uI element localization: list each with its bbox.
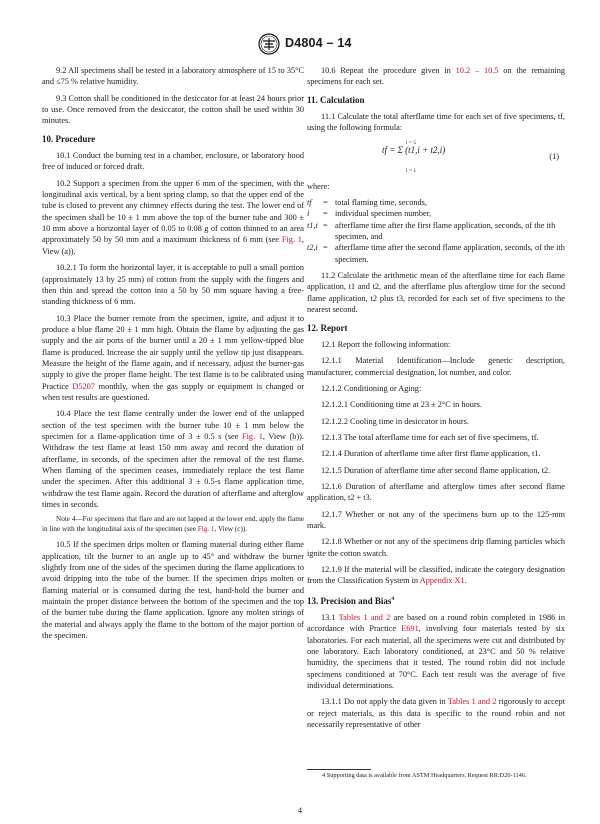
paragraph-10-2: 10.2 Support a specimen from the upper 6 mm of the specimen, with the longitudinal axis vertical, by a bent spring clamp, so that the upper end of the tube is closed to prevent any chimney effects during the test. The lower end of the specimen shall be 10 ± 1 mm above the top of the burner tube and 300 ± 10 mm above a horizontal layer of 0.05 to 0.08 g of cotton thinned to an area approximately 50 by 50 mm and a maximum thickness of 6 mm (see Fig. 1, View (a)). [42,178,304,256]
where-label: where: [307,181,330,191]
formula-1 [307,139,565,177]
paragraph-10-5: 10.5 If the specimen drips molten or flaming material during either flame application, tilt the burner to an angle up to 45° and withdraw the burner slightly from one of the sides of the specimen during the flame applications to avoid dripping into the tube of the burner. If the specimen drips molten or flaming material or is consumed during the test, hand-hold the burner and maintain the proper distance between the bottom of the specimen and the top of the burner tube during the flame application. Ignore any molten strings of the material and always apply the flame to the bottom of the major portion of the specimen. [42,540,304,640]
astm-logo-icon [258,33,280,55]
page-header [0,33,600,55]
paragraph-10-3: 10.3 Place the burner remote from the specimen, ignite, and adjust it to produce a blue flame 20 ± 1 mm high. Obtain the flame by adjusting the gas supply and the air ports of the burner until a 20 ± 1 mm yellow-tipped blue flame is produced. Increase the air supply until the yellow tip just disappears. Measure the height of the flame again, and if necessary, adjust the burner-gas supply to give the proper flame height. The test flame is to be calibrated using Practice D5207 monthly, when the gas supply or equipment is changed or when test results are questioned. [42,313,304,402]
sum-lower-limit: i = 1 [406,167,417,174]
d5207-link[interactable]: D5207 [72,381,95,391]
e691-link[interactable]: E691 [401,624,419,634]
paragraph-10-6: 10.6 Repeat the procedure given in 10.2 – 10.5 on the remaining specimens for each set. [307,66,565,87]
paragraph-10-1: 10.1 Conduct the burning test in a chamber, enclosure, or laboratory hood free of induced or forced draft. [42,151,304,172]
paragraph-12-1-6: 12.1.6 Duration of afterflame and afterglow times after second flame application, t2 + t3. [307,481,565,503]
paragraph-12-1-3: 12.1.3 The total afterflame time for each set of five specimens, tf. [321,432,539,442]
paragraph-12-1-7: 12.1.7 Whether or not any of the specimens burn up to the 125-mm mark. [307,509,565,530]
where-item: i = individual specimen number, [307,209,432,219]
paragraph-11-1: 11.1 Calculate the total afterflame time for each set of five specimens, tf, using the following formula: [307,112,565,133]
right-column [307,65,565,735]
where-list [307,197,565,265]
tables-1-2-link[interactable]: Tables 1 and 2 [338,613,391,623]
fig-1-link[interactable]: Fig. 1 [281,235,302,245]
page-number: 4 [297,806,303,815]
paragraph-12-1-9: 12.1.9 If the material will be classified, indicate the category designation from the Classification System in Appendix X1. [307,565,565,586]
standard-designation: D4804 – 14 [285,36,352,50]
section-heading-calculation: 11. Calculation [307,94,365,105]
paragraph-13-1: 13.1 Tables 1 and 2 are based on a round robin completed in 1986 in accordance with Practice E691, involving four materials tested by six laboratories. For each material, all the specimens were cut and distributed by one laboratory. Each laboratory conditioned, at 23°C and 50 % relative humidity, the specimens that it tested. The round robin did not include specimens conditioned at 70°C. Each test result was the average of five individual determinations. [307,613,566,691]
paragraph-12-1-1: 12.1.1 Material Identification—Include generic description, manufacturer, commercial designation, lot number, and color. [307,356,565,377]
footnote-divider [307,769,371,770]
left-column [42,65,304,646]
section-heading-report: 12. Report [307,322,348,333]
paragraph-12-1-8: 12.1.8 Whether or not any of the specimens drip flaming particles which ignite the cotton swatch. [307,537,565,558]
section-heading-precision-bias: 13. Precision and Bias$^4$ [307,595,395,606]
fig-1-link[interactable]: Fig. 1 [197,524,215,533]
paragraph-10-2-1: 10.2.1 To form the horizontal layer, it is acceptable to pull a small portion (approximately 13 by 25 mm) of cotton from the supply with the fingers and then thin and spread the cotton into a 50 by 50 mm square having a free-standing thickness of 6 mm. [42,263,304,307]
paragraph-12-1-2: 12.1.2 Conditioning or Aging: [321,383,422,393]
appendix-x1-link[interactable]: Appendix X1 [419,576,465,586]
fig-1-link[interactable]: Fig. 1 [242,431,263,441]
where-item: t2,i = afterflame time after the second flame application, seconds, of the ith specimen. [307,243,565,264]
section-heading-procedure: 10. Procedure [42,133,96,144]
tables-1-2-link[interactable]: Tables 1 and 2 [447,697,497,707]
paragraph-12-1: 12.1 Report the following information: [321,339,451,349]
paragraph-12-1-4: 12.1.4 Duration of afterflame time after first flame application, t1. [321,449,541,459]
paragraph-9-2: 9.2 All specimens shall be tested in a laboratory atmosphere of 15 to 35°C and ≤75 % relative humidity. [42,66,304,87]
footnote-ref[interactable]: 4 [391,595,395,602]
section-range-link[interactable]: 10.2 – 10.5 [455,66,499,75]
formula-expression: tf = Σ (t1,i + t2,i) [382,144,446,155]
where-item: t1,i = afterflame time after the first flame application, seconds, of the ith specimen, and [307,220,556,242]
paragraph-12-1-2-1: 12.1.2.1 Conditioning time at 23 ± 2°C in hours. [321,400,482,410]
paragraph-10-4: 10.4 Place the test flame centrally under the lower end of the unlapped section of the test specimen with the burner tube 10 ± 1 mm below the specimen for a flame-application time of 3 ± 0.5 s (see Fig. 1, View (b)). Withdraw the test flame at least 150 mm away and record the duration of afterflame, in seconds, of the specimen after the removal of the test flame. When flaming of the specimen ceases, immediately replace the test flame under the specimen. After this additional 3 ± 0.5-s flame application time, withdraw the test flame again. Record the duration of afterflame and afterglow times in seconds. [42,409,304,510]
paragraph-12-1-2-2: 12.1.2.2 Cooling time in desiccator in hours. [321,416,469,426]
where-item: tf = total flaming time, seconds, [307,198,427,208]
note-4: Note 4—For specimens that flare and are not lapped at the lower end, apply the flame in line with the longitudinal axis of the specimen (see Fig. 1, View (c)). [42,515,304,533]
paragraph-9-3: 9.3 Cotton shall be conditioned in the desiccator for at least 24 hours prior to use. Once removed from the desiccator, the cotton shall be used within 30 minutes. [42,93,304,126]
paragraph-13-1-1: 13.1.1 Do not apply the data given in Tables 1 and 2 rigorously to accept or reject materials, as this data is specific to the round robin and not necessarily representative of other [307,697,566,730]
footnote-4: 4 Supporting data is available from ASTM Headquarters. Request RR:D20-1146. [322,772,527,779]
sum-upper-limit: i = 5 [406,139,417,146]
formula-number: (1) [549,151,559,161]
paragraph-12-1-5: 12.1.5 Duration of afterflame time after second flame application, t2. [321,465,551,475]
paragraph-11-2: 11.2 Calculate the arithmetic mean of the afterflame time for each flame application, t1 and t2, and the afterflame plus afterglow time for the second flame application, t2 plus t3, recorded for each set of five specimens to the nearest second. [307,271,565,315]
